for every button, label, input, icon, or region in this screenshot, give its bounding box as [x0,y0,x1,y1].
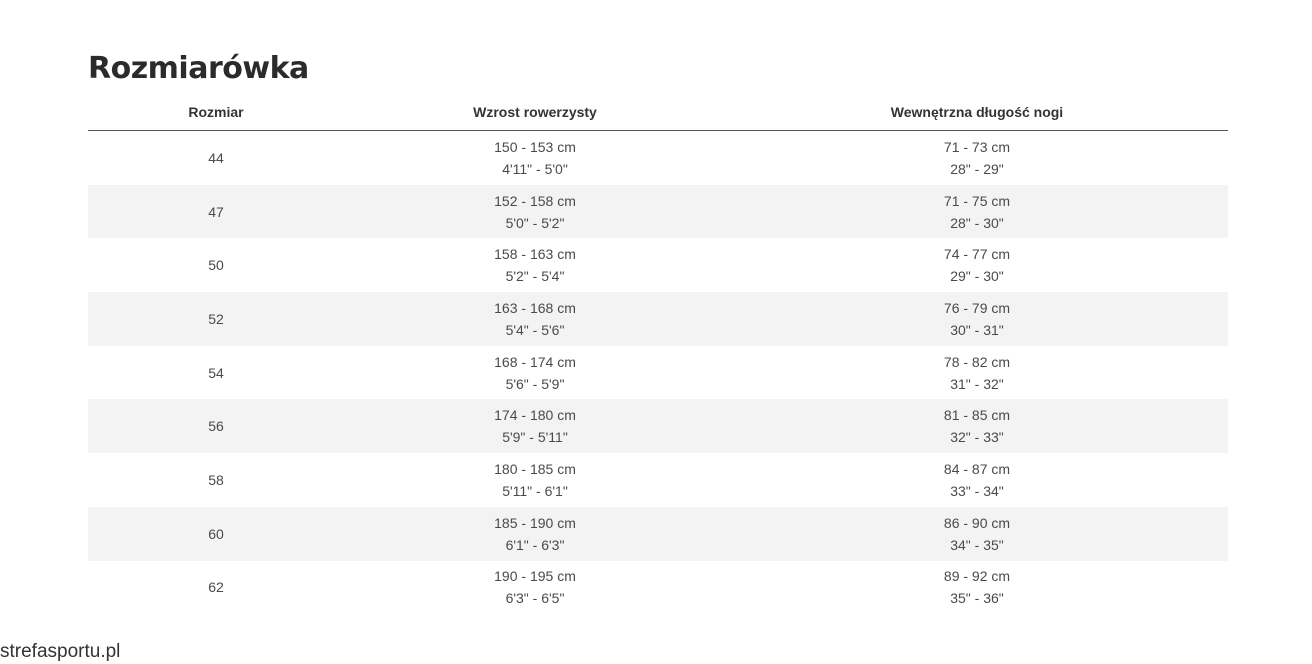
table-body [88,131,1228,615]
height-cm: 163 - 168 cm [494,299,576,316]
inseam-cm: 71 - 73 cm [943,138,1011,155]
inseam-in: 31" - 32" [950,375,1004,392]
inseam-cell [726,238,1228,292]
height-cell [344,399,726,453]
height-in: 5'6" - 5'9" [505,375,565,392]
table-row [88,185,1228,239]
size-cell: 44 [208,149,224,166]
height-in: 5'11" - 6'1" [502,482,568,499]
inseam-cm: 74 - 77 cm [943,246,1011,263]
inseam-cell [726,131,1228,185]
table-row [88,561,1228,615]
inseam-cm: 71 - 75 cm [943,192,1011,209]
inseam-cm: 78 - 82 cm [943,353,1011,370]
inseam-cell [726,292,1228,346]
inseam-in: 34" - 35" [950,536,1004,553]
inseam-cell [726,453,1228,507]
height-cell [344,507,726,561]
table-header [88,94,1228,131]
inseam-cell [726,399,1228,453]
header-size: Rozmiar [88,94,344,131]
height-cell [344,561,726,615]
page-title: Rozmiarówka [88,51,309,86]
inseam-in: 35" - 36" [950,590,1004,607]
size-cell: 52 [88,292,344,346]
size-cell: 60 [88,507,344,561]
height-cm: 150 - 153 cm [494,138,576,155]
height-cm: 168 - 174 cm [494,353,576,370]
inseam-in: 32" - 33" [950,429,1004,446]
height-cell [344,185,726,239]
inseam-in: 28" - 30" [950,214,1004,231]
size-cell: 47 [88,185,344,239]
inseam-in: 30" - 31" [950,321,1004,338]
inseam-cell [726,507,1228,561]
size-cell: 58 [208,471,224,488]
watermark-text: strefasportu.pl [0,641,121,662]
height-cell [344,131,726,185]
height-cm: 174 - 180 cm [494,407,576,424]
inseam-in: 29" - 30" [950,268,1004,285]
height-in: 5'4" - 5'6" [505,321,565,338]
inseam-cm: 84 - 87 cm [943,460,1011,477]
height-cm: 158 - 163 cm [494,246,576,263]
inseam-in: 33" - 34" [950,482,1004,499]
table-row [88,292,1228,346]
header-inseam: Wewnętrzna długość nogi [726,94,1228,131]
inseam-cm: 86 - 90 cm [943,514,1011,531]
inseam-cm: 89 - 92 cm [943,568,1011,585]
table-row [88,131,1228,185]
height-cell [344,238,726,292]
table-row [88,507,1228,561]
height-cell [344,453,726,507]
inseam-cm: 76 - 79 cm [943,299,1011,316]
inseam-cell [726,346,1228,400]
height-cm: 185 - 190 cm [494,514,576,531]
size-cell: 54 [208,364,224,381]
inseam-cell [726,185,1228,239]
height-cm: 180 - 185 cm [494,460,576,477]
size-cell: 50 [208,257,224,274]
height-in: 5'0" - 5'2" [505,214,565,231]
height-cell [344,346,726,400]
inseam-cm: 81 - 85 cm [943,407,1011,424]
height-in: 4'11" - 5'0" [502,160,568,177]
height-cm: 190 - 195 cm [494,568,576,585]
inseam-in: 28" - 29" [950,160,1004,177]
height-cell [344,292,726,346]
height-in: 5'9" - 5'11" [502,429,568,446]
height-in: 5'2" - 5'4" [505,268,565,285]
table-row [88,238,1228,292]
header-row [88,94,1228,131]
size-cell: 62 [208,579,224,596]
height-in: 6'3" - 6'5" [505,590,565,607]
header-rider-height: Wzrost rowerzysty [344,94,726,131]
table-row [88,399,1228,453]
inseam-cell [726,561,1228,615]
height-in: 6'1" - 6'3" [505,536,565,553]
table-row [88,346,1228,400]
size-chart-table [88,94,1228,614]
height-cm: 152 - 158 cm [494,192,576,209]
table-row [88,453,1228,507]
size-cell: 56 [88,399,344,453]
